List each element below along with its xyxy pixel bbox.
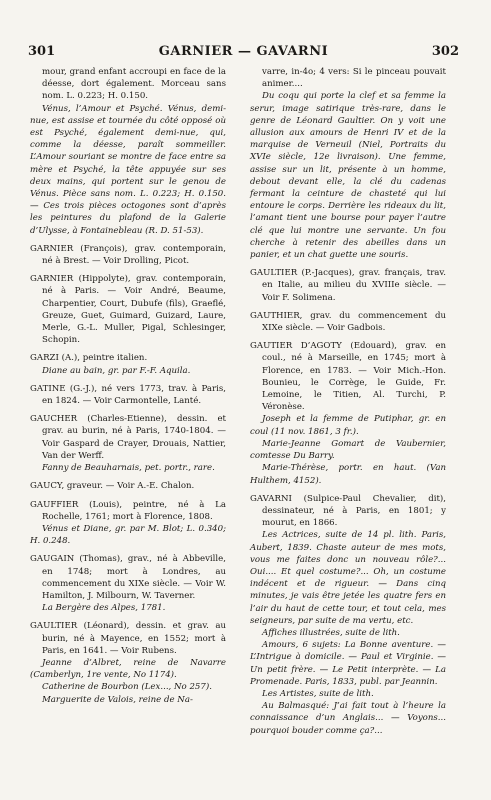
entry-text: Amours, 6 sujets: La Bonne aventure. — L’Intrigue à domicile. — Paul et Virginie. — Un petit frère. — Le Petit interprète. — La Promenade. Paris, 1833, publ. par Jeannin.	[250, 640, 446, 687]
right-page-number: 302	[431, 44, 459, 59]
entry-text: Vénus, l’Amour et Psyché. Vénus, demi-nue, est assise et tournée du côté opposé où est Psyché, également demi-nue, qui, comme la déesse, paraît sommeiller. L’Amour souriant se montre de face entre sa mère et Psyché, la tête appuyée sur ses deux mains, qui portent sur le genou de Vénus. Pièce sans nom. L. 0.223; H. 0.150. — Ces trois pièces octogones sont d’après les peintures du plafond de la Galerie d’Ulysse, à Fontainebleau (R. D. 51-53).	[30, 103, 226, 236]
entry-heading: GATINE (G.-J.), né vers 1773, trav. à Paris, en 1824. — Voir Carmontelle, Lanté.	[30, 383, 226, 407]
entry-text: varre, in-4o; 4 vers: Si le pinceau pouvait animer....	[262, 67, 446, 90]
entry-heading: GAULTIER (Léonard), dessin. et grav. au burin, né à Mayence, en 1552; mort à Paris, en 1641. — Voir Rubens.	[30, 621, 226, 656]
entry-text: Joseph et la femme de Putiphar, gr. en coul (11 nov. 1861, 3 fr.).	[250, 414, 446, 437]
entry-heading: GAUFFIER (Louis), peintre, né à La Rochelle, 1761; mort à Florence, 1808.	[30, 499, 226, 522]
entry-heading: GAUTHIER, grav. du commencement du XIXe siècle. — Voir Gadbois.	[250, 310, 446, 334]
dictionary-entry	[250, 340, 446, 486]
dictionary-entry	[30, 352, 226, 376]
entry-text: Du coqu qui porte la clef et sa femme la serur, image satirique très-rare, dans le genre de Léonard Gaultier. On y voit une allusion aux amours de Henri IV et de la marquise de Verneuil (Niel, Portraits du XVIe siècle, 12e livraison). Une femme, assise sur un lit, présente à un homme, debout devant elle, la clé du cadenas fermant la ceinture de chasteté qui lui entoure le corps. Derrière les rideaux du lit, l’amant tient une bourse pour payer l’autre clé que lui montre une servante. Un fou cherche à retenir des abeilles dans un panier, et un chat guette une souris.	[250, 91, 446, 261]
entry-heading: GAUTIER D’AGOTY (Edouard), grav. en coul., né à Marseille, en 1745; mort à Florence, en 1783. — Voir Mich.-Hon. Bounieu, le Corrège, le Guide, Fr. Lemoine, le Titien, Al. Turchi, P. Véronèse.	[250, 341, 446, 413]
dictionary-entry	[30, 66, 226, 237]
dictionary-entry	[250, 493, 446, 737]
entry-text: Marguerite de Valois, reine de Na-	[42, 694, 193, 705]
entry-text: Affiches illustrées, suite de lith.	[262, 627, 400, 638]
dictionary-entry	[250, 66, 446, 261]
entry-text: Au Balmasqué: J’ai fait tout à l’heure la connaissance d’un Anglais... — Voyons... pourquoi bouder comme ça?...	[250, 701, 446, 736]
entry-text: Marie-Jeanne Gomart de Vaubernier, comtesse Du Barry.	[250, 438, 446, 462]
entry-text: Les Artistes, suite de lith.	[262, 688, 374, 699]
left-column	[30, 66, 226, 712]
entry-heading: GAUCY, graveur. — Voir A.-E. Chalon.	[30, 481, 195, 492]
entry-text: La Bergère des Alpes, 1781.	[42, 603, 166, 614]
dictionary-entry	[30, 413, 226, 474]
dictionary-entry	[250, 267, 446, 304]
dictionary-entry	[250, 310, 446, 334]
entry-heading: GAULTIER (P.-Jacques), grav. français, trav. en Italie, au milieu du XVIIIe siècle. — Voir F. Solimena.	[250, 268, 446, 303]
entry-text: Vénus et Diane, gr. par M. Blot; L. 0.340; H. 0.248.	[30, 523, 226, 547]
entry-text: Diane au bain, gr. par F.-F. Aquila.	[42, 365, 191, 376]
dictionary-entry	[30, 553, 226, 614]
left-page-number: 301	[28, 44, 56, 59]
entry-heading: GARNIER (Hippolyte), grav. contemporain, né à Paris. — Voir André, Beaume, Charpentier, Court, Dubufe (fils), Graeflé, Greuze, Guet, Guimard, Guizard, Laure, Merle, G.-L. Muller, Pigal, Schlesinger, Schopin.	[30, 274, 226, 346]
entry-text: Les Actrices, suite de 14 pl. lith. Paris, Aubert, 1839. Chaste auteur de mes mots, vous me faites donc un nouveau rôle?... Oui.... Et quel costume?... Oh, un costume indécent et de rigueur. — Dans cinq minutes, je vais être jetée les quatre fers en l’air du haut de cette tour, et tout cela, mes seigneurs, par suite de ma vertu, etc.	[250, 530, 446, 626]
running-title: GARNIER — GAVARNI	[158, 44, 329, 59]
dictionary-entry	[30, 480, 226, 492]
entry-heading: GAVARNI (Sulpice-Paul Chevalier, dit), dessinateur, né à Paris, en 1801; y mourut, en 1866.	[250, 493, 446, 529]
entry-heading: GAUGAIN (Thomas), grav., né à Abbeville, en 1748; mort à Londres, au commencement du XIXe siècle. — Voir W. Hamilton, J. Milbourn, W. Taverner.	[30, 554, 226, 601]
entry-heading: GARZI (A.), peintre italien.	[30, 353, 148, 364]
dictionary-entry	[30, 620, 226, 705]
entry-text: mour, grand enfant accroupi en face de la déesse, dort également. Morceau sans nom. L. 0.223; H. 0.150.	[42, 67, 226, 102]
entry-heading: GAUCHER (Charles-Etienne), dessin. et grav. au burin, né à Paris, 1740-1804. — Voir Gaspard de Crayer, Drouais, Nattier, Van der Werff.	[30, 414, 226, 461]
right-column	[250, 66, 446, 743]
dictionary-entry	[30, 383, 226, 407]
entry-text: Catherine de Bourbon (Lex..., No 257).	[42, 682, 212, 693]
running-header	[28, 44, 459, 62]
entry-text: Marie-Thérèse, portr. en haut. (Van Hulthem, 4152).	[250, 463, 446, 486]
entry-heading: GARNIER (François), grav. contemporain, né à Brest. — Voir Drolling, Picot.	[30, 243, 226, 267]
entry-text: Fanny de Beauharnais, pet. portr., rare.	[42, 463, 215, 474]
dictionary-entry	[30, 499, 226, 548]
dictionary-entry	[30, 243, 226, 267]
dictionary-entry	[30, 273, 226, 346]
entry-text: Jeanne d’Albret, reine de Navarre (Camberlyn, 1re vente, No 1174).	[30, 657, 226, 681]
